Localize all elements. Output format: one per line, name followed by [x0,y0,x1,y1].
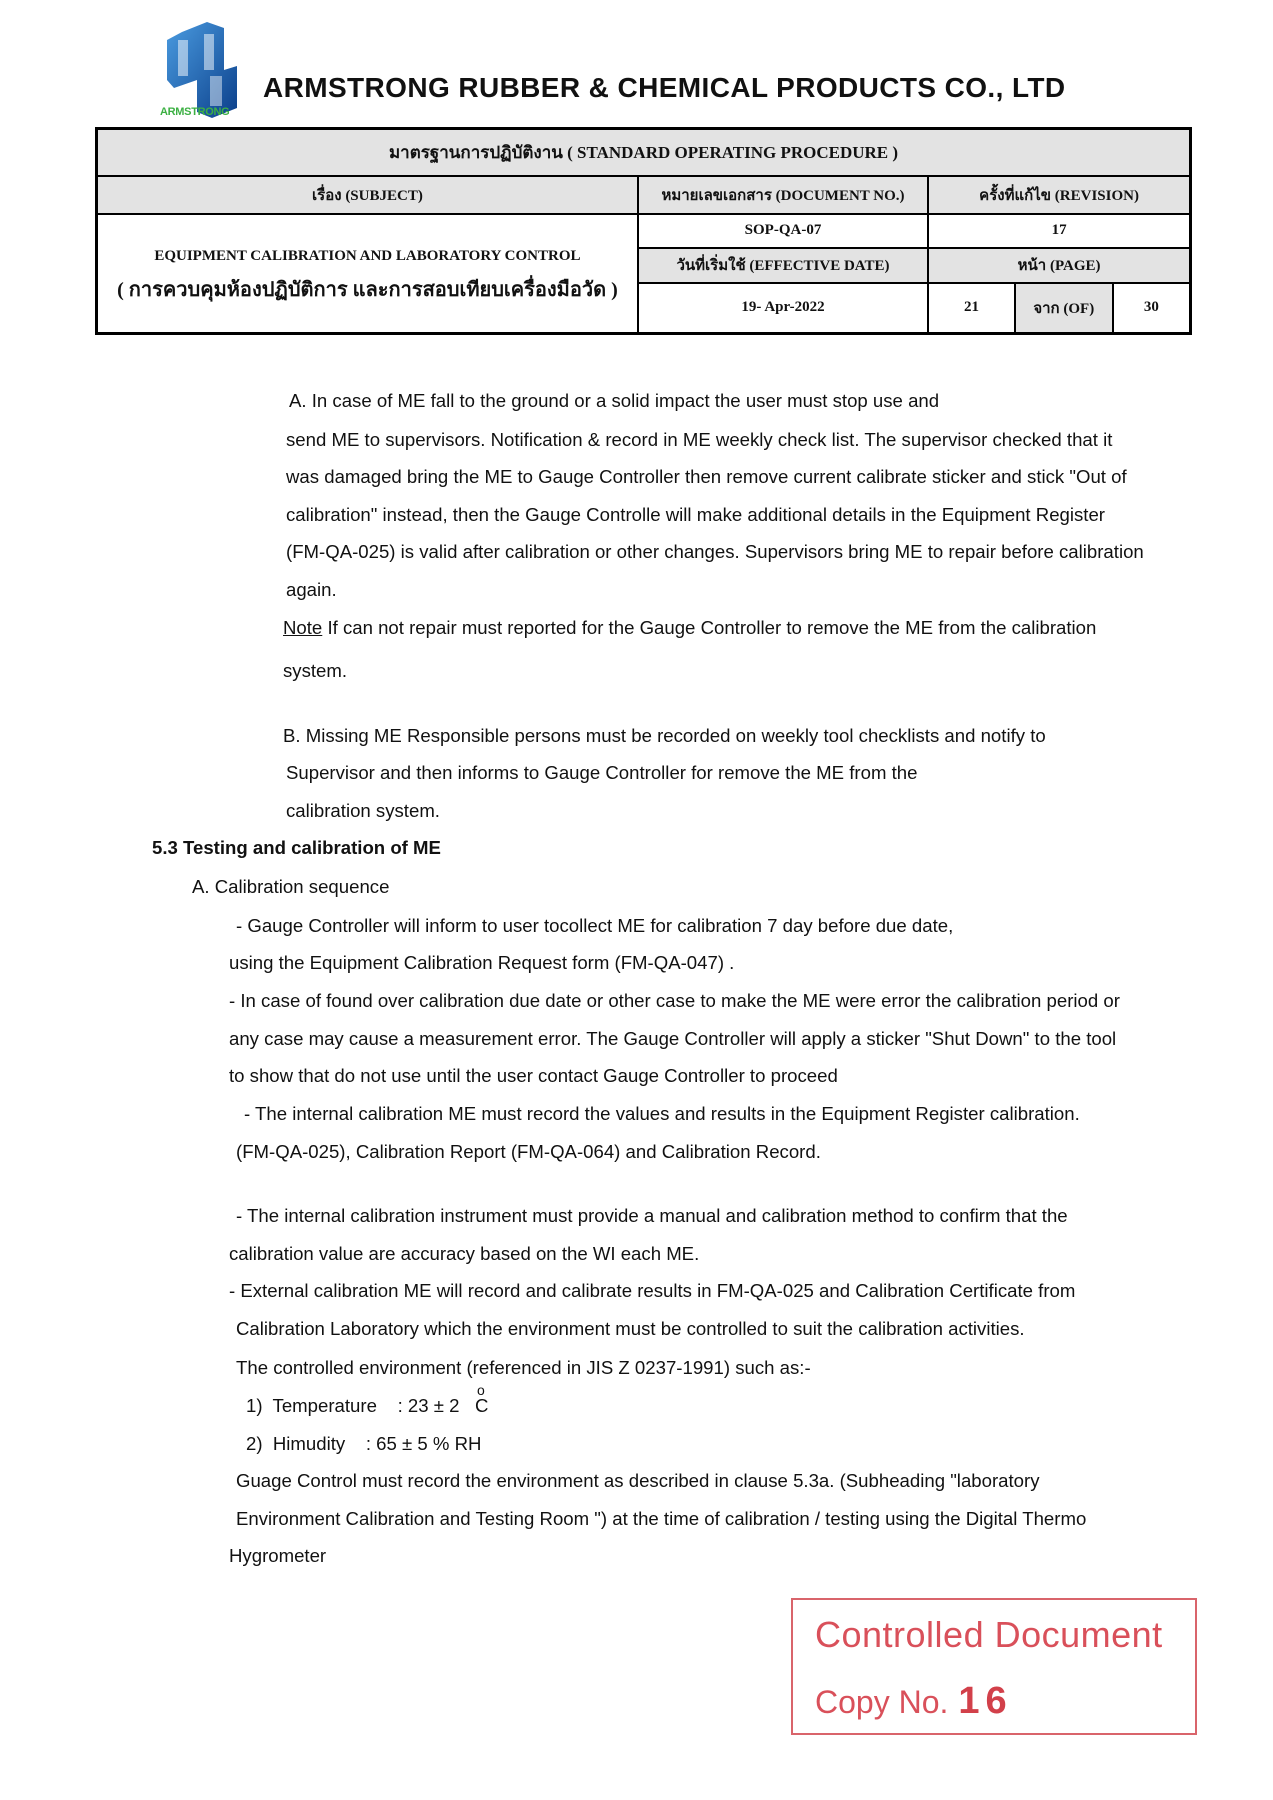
degree-celsius [474,1382,489,1416]
text-line: - External calibration ME will record and calibrate results in FM-QA-025 and Calibration Certificate from [229,1280,1076,1301]
section-heading: 5.3 Testing and calibration of ME [152,837,441,858]
note-line [283,617,1096,639]
text-line: - Gauge Controller will inform to user tocollect ME for calibration 7 day before due date, [236,915,954,936]
text-line: Supervisor and then informs to Gauge Controller for remove the ME from the [286,762,918,783]
of-label: จาก (OF) [1015,283,1113,334]
text-line: send ME to supervisors. Notification & record in ME weekly check list. The supervisor checked that it [286,429,1113,450]
note-text: If can not repair must reported for the Gauge Controller to remove the ME from the calibration [327,617,1097,638]
text-line: Environment Calibration and Testing Room ") at the time of calibration / testing using the Digital Thermo [236,1508,1087,1529]
revision-number: 17 [928,214,1190,248]
subsection-heading: A. Calibration sequence [192,876,390,897]
copy-label: Copy No. [815,1684,949,1720]
text-line: A. In case of ME fall to the ground or a solid impact the user must stop use and [289,390,940,411]
subject-cell [97,214,638,334]
text-line: The controlled environment (referenced in JIS Z 0237-1991) such as:- [236,1357,811,1378]
company-name: ARMSTRONG RUBBER & CHEMICAL PRODUCTS CO., LTD [263,72,1066,103]
document-header-table [95,127,1192,335]
degree-symbol: o [476,1382,485,1398]
text-line: - In case of found over calibration due date or other case to make the ME were error the calibration period or [229,990,1120,1011]
text-line: (FM-QA-025), Calibration Report (FM-QA-064) and Calibration Record. [236,1141,821,1162]
text-line: to show that do not use until the user contact Gauge Controller to proceed [229,1065,838,1086]
page-label: หน้า (PAGE) [928,248,1190,283]
text-line: system. [283,660,348,681]
text-line: any case may cause a measurement error. The Gauge Controller will apply a sticker "Shut Down" to the tool [229,1028,1117,1049]
text-line: Hygrometer [229,1545,327,1566]
text-line: - The internal calibration instrument must provide a manual and calibration method to confirm that the [236,1205,1068,1226]
text-line: (FM-QA-025) is valid after calibration or other changes. Supervisors bring ME to repair before calibration [286,541,1144,562]
humidity-line: 2) Himudity : 65 ± 5 % RH [246,1433,482,1454]
temperature-text: 1) Temperature : 23 ± 2 [246,1395,475,1416]
text-line: B. Missing ME Responsible persons must be recorded on weekly tool checklists and notify to [283,725,1046,746]
sop-title: มาตรฐานการปฏิบัติงาน ( STANDARD OPERATING PROCEDURE ) [97,129,1191,176]
effective-date: 19- Apr-2022 [638,283,928,334]
text-line: was damaged bring the ME to Gauge Controller then remove current calibrate sticker and stick "Out of [286,466,1127,487]
document-no: SOP-QA-07 [638,214,928,248]
subject-label: เรื่อง (SUBJECT) [97,176,638,214]
text-line: using the Equipment Calibration Request form (FM-QA-047) . [229,952,735,973]
logo-text: ARMSTRONG [160,106,230,118]
stamp-title: Controlled Document [815,1614,1163,1655]
subject-thai: ( การควบคุมห้องปฏิบัติการ และการสอบเทียบเครื่องมือวัด ) [117,279,618,302]
text-line: Guage Control must record the environment as described in clause 5.3a. (Subheading "laboratory [236,1470,1040,1491]
temperature-line [246,1382,489,1417]
revision-label: ครั้งที่แก้ไข (REVISION) [928,176,1190,214]
note-label: Note [283,617,323,638]
text-line: - The internal calibration ME must record the values and results in the Equipment Register calibration. [244,1103,1080,1124]
text-line: again. [286,579,337,600]
controlled-document-stamp [791,1598,1197,1735]
text-line: calibration value are accuracy based on the WI each ME. [229,1243,700,1264]
stamp-copy-line [815,1680,1013,1723]
page-number: 21 [928,283,1015,334]
effective-date-label: วันที่เริ่มใช้ (EFFECTIVE DATE) [638,248,928,283]
text-line: Calibration Laboratory which the environment must be controlled to suit the calibration activities. [236,1318,1025,1339]
company-logo [162,20,240,120]
total-pages: 30 [1113,283,1191,334]
document-no-label: หมายเลขเอกสาร (DOCUMENT NO.) [638,176,928,214]
subject-english: EQUIPMENT CALIBRATION AND LABORATORY CONTROL [154,248,581,265]
copy-number: 16 [958,1680,1013,1722]
text-line: calibration system. [286,800,440,821]
text-line: calibration" instead, then the Gauge Controlle will make additional details in the Equipment Register [286,504,1105,525]
celsius-unit: C [474,1395,489,1416]
